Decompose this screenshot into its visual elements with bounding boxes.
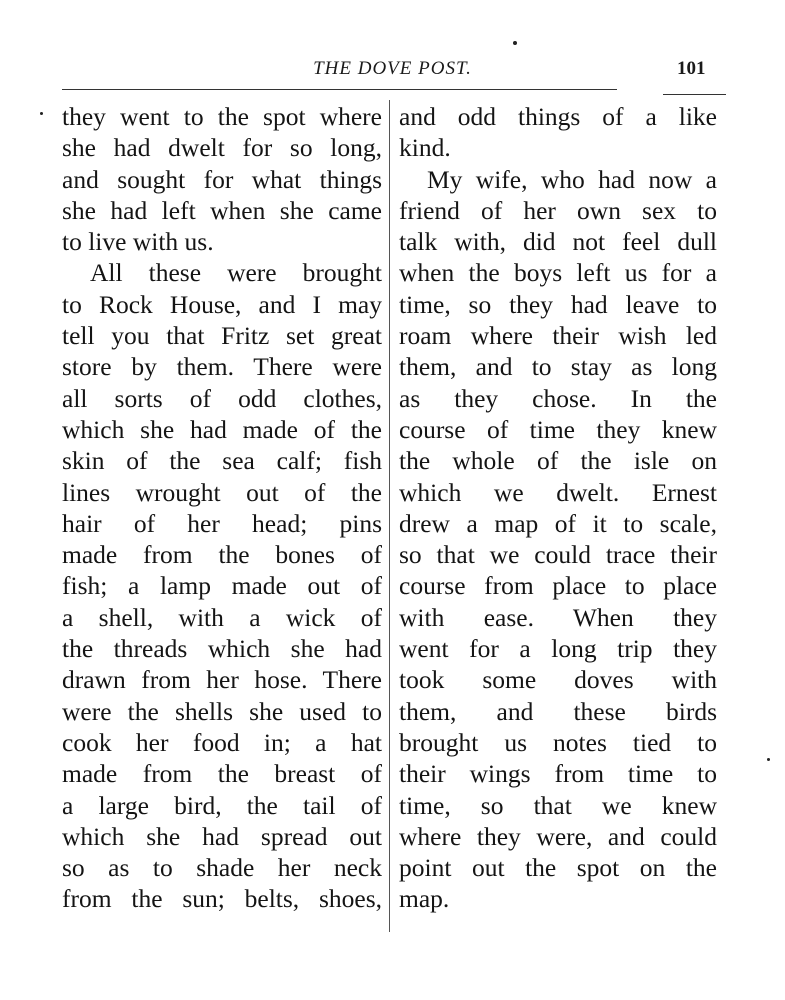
text-line: so that we could trace their (399, 540, 717, 570)
text-line: talk with, did not feel dull (399, 227, 717, 257)
header-rule (62, 89, 617, 90)
print-speck (40, 112, 43, 115)
text-line: drew a map of it to scale, (399, 508, 717, 538)
text-line: made from the bones of (62, 540, 382, 570)
text-line: from the sun; belts, shoes, (62, 884, 382, 914)
text-line: the whole of the isle on (399, 446, 717, 476)
text-line: brought us notes tied to (399, 727, 717, 757)
text-column-right (399, 101, 717, 915)
text-line: friend of her own sex to (399, 195, 717, 225)
text-line: drawn from her hose. There (62, 665, 382, 695)
text-line: to live with us. (62, 227, 214, 257)
text-line: them, and to stay as long (399, 352, 717, 382)
text-line: they went to the spot where (62, 102, 382, 131)
text-line: a large bird, the tail of (62, 790, 382, 820)
text-line: kind. (399, 133, 451, 163)
text-line: hair of her head; pins (62, 508, 382, 538)
text-line: their wings from time to (399, 759, 717, 789)
text-line: course from place to place (399, 571, 717, 601)
header-rule-short (663, 94, 726, 95)
text-line: she had dwelt for so long, (62, 133, 382, 163)
text-line: which she had made of the (62, 414, 382, 444)
text-line: as they chose. In the (399, 383, 717, 413)
text-line: to Rock House, and I may (62, 289, 382, 319)
text-line: My wife, who had now a (427, 164, 717, 194)
text-line: point out the spot on the (399, 853, 717, 883)
text-line: went for a long trip they (399, 634, 717, 664)
text-line: All these were brought (90, 258, 382, 288)
text-line: skin of the sea calf; fish (62, 446, 382, 476)
text-line: lines wrought out of the (62, 477, 382, 507)
text-line: cook her food in; a hat (62, 727, 382, 757)
text-line: map. (399, 884, 450, 914)
column-divider (389, 100, 390, 932)
text-line: the threads which she had (62, 634, 382, 664)
text-line: made from the breast of (62, 759, 382, 789)
text-line: took some doves with (399, 665, 717, 695)
text-line: tell you that Fritz set great (62, 321, 382, 351)
text-line: them, and these birds (399, 696, 717, 726)
text-line: which she had spread out (62, 821, 382, 851)
text-line: roam where their wish led (399, 321, 717, 351)
text-line: time, so they had leave to (399, 289, 717, 319)
text-line: she had left when she came (62, 195, 382, 225)
text-line: which we dwelt. Ernest (399, 477, 717, 507)
text-line: and odd things of a like (399, 102, 717, 131)
text-line: fish; a lamp made out of (62, 571, 382, 601)
text-line: store by them. There were (62, 352, 382, 382)
text-line: when the boys left us for a (399, 258, 717, 288)
page-number: 101 (677, 58, 706, 79)
text-line: so as to shade her neck (62, 853, 382, 883)
text-line: a shell, with a wick of (62, 602, 382, 632)
print-speck (767, 758, 770, 761)
text-line: with ease. When they (399, 602, 717, 632)
text-column-left (62, 101, 382, 915)
text-line: all sorts of odd clothes, (62, 383, 382, 413)
print-speck (513, 41, 517, 45)
text-line: and sought for what things (62, 164, 382, 194)
text-line: course of time they knew (399, 414, 717, 444)
text-line: where they were, and could (399, 821, 717, 851)
running-title: THE DOVE POST. (313, 58, 472, 79)
text-line: time, so that we knew (399, 790, 717, 820)
text-line: were the shells she used to (62, 696, 382, 726)
